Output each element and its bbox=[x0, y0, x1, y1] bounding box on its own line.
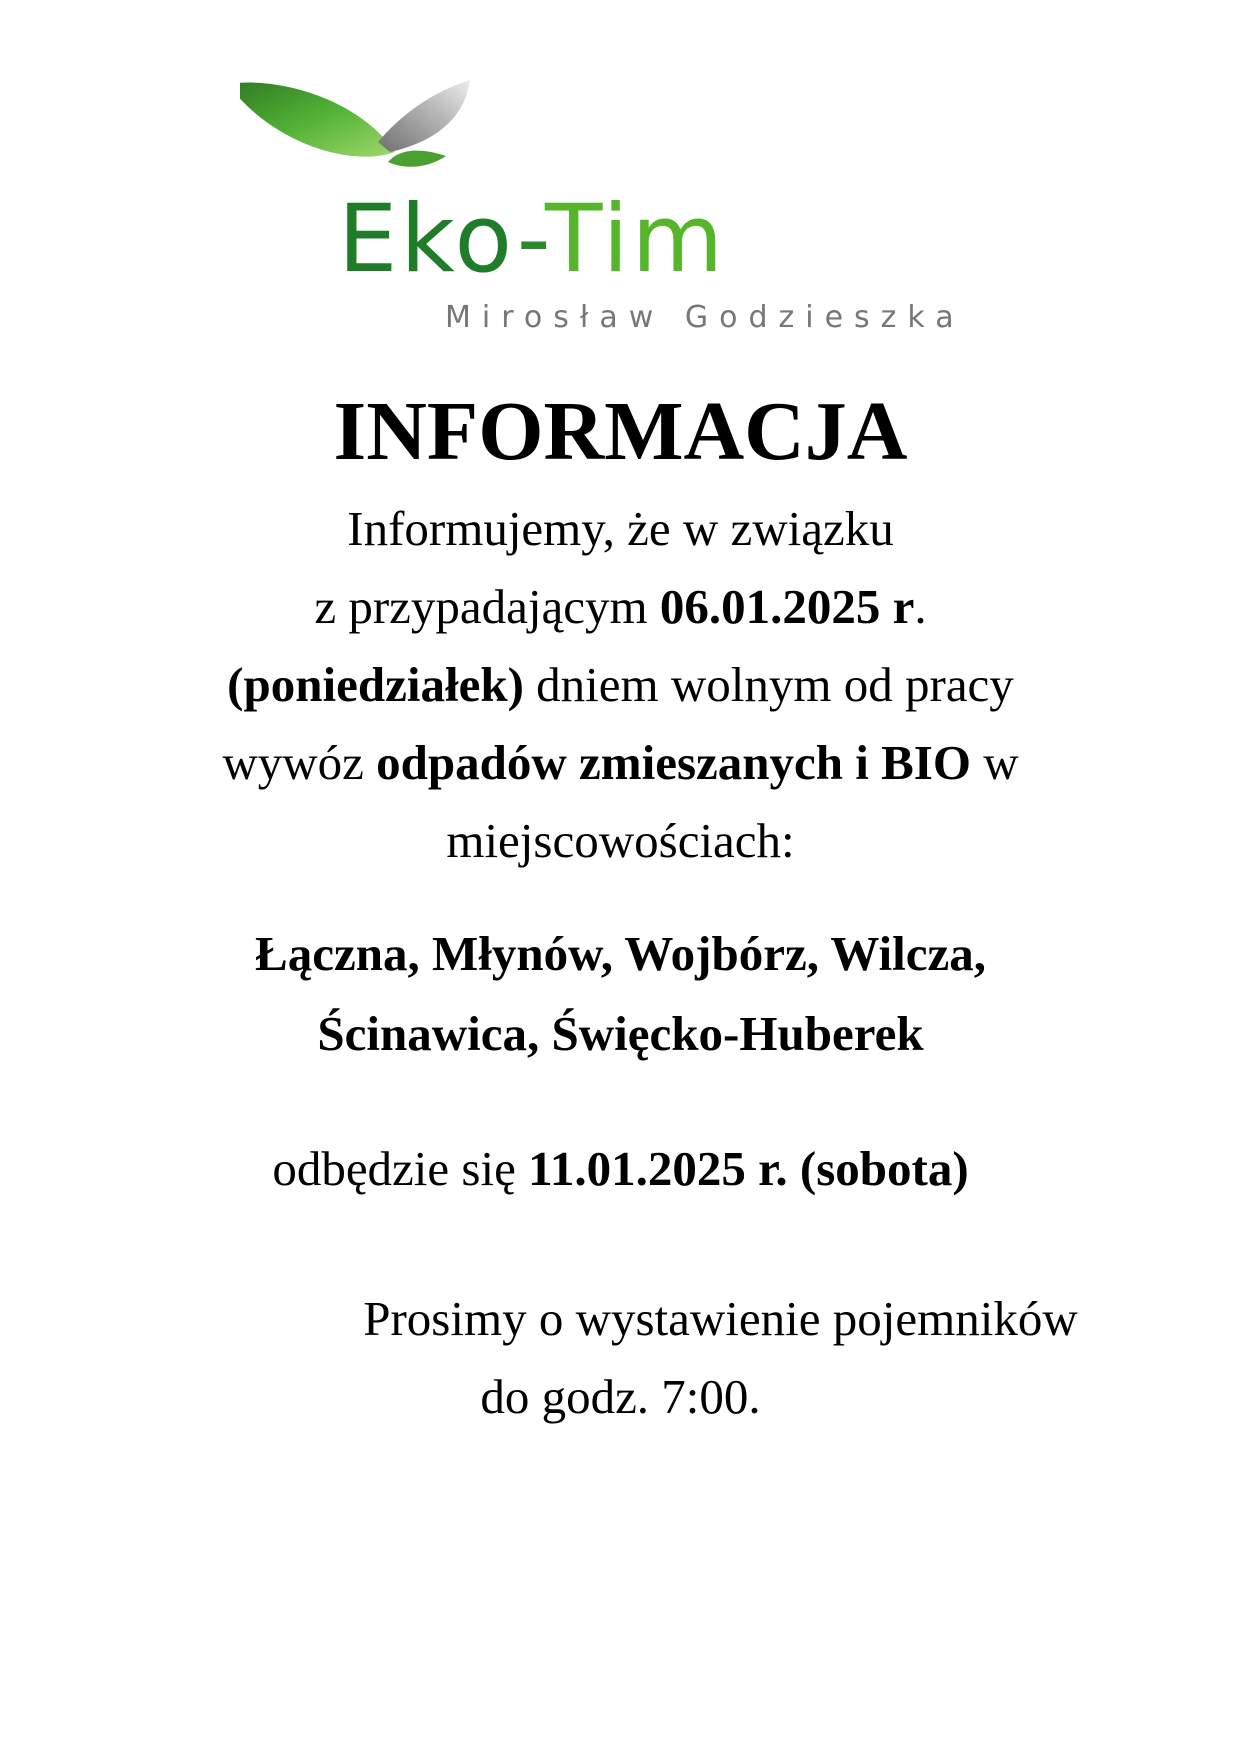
notice-title: INFORMACJA bbox=[333, 385, 908, 478]
holiday-weekday: (poniedziałek) bbox=[227, 657, 524, 712]
line-4-end: w bbox=[971, 735, 1019, 790]
new-date-text: odbędzie się bbox=[272, 1141, 529, 1196]
line-2-text: z przypadającym bbox=[314, 579, 660, 634]
line-4-text: wywóz bbox=[222, 735, 377, 790]
brand-tim: Tim bbox=[545, 185, 727, 294]
notice-line-2 bbox=[0, 568, 1241, 646]
brand-dash: - bbox=[516, 185, 546, 294]
eko-tim-logo bbox=[240, 80, 1000, 340]
notice-line-3 bbox=[0, 646, 1241, 724]
request-line-1: Prosimy o wystawienie pojemników bbox=[363, 1291, 1078, 1346]
notice-line-1: Informujemy, że w związku bbox=[347, 501, 894, 556]
line-2-end: . bbox=[914, 579, 927, 634]
holiday-date: 06.01.2025 r bbox=[659, 579, 915, 634]
brand-eko: Eko bbox=[338, 185, 517, 294]
waste-types: odpadów zmieszanych i BIO bbox=[376, 735, 971, 790]
new-date-line bbox=[0, 1130, 1241, 1208]
towns-line-2: Ścinawica, Święcko-Huberek bbox=[317, 1006, 924, 1061]
towns-line-1: Łączna, Młynów, Wojbórz, Wilcza, bbox=[255, 926, 986, 981]
logo-subtitle: Mirosław Godzieszka bbox=[445, 300, 965, 335]
request-line-2: do godz. 7:00. bbox=[480, 1369, 761, 1424]
new-date: 11.01.2025 r. (sobota) bbox=[528, 1141, 969, 1196]
brand-name bbox=[338, 185, 727, 294]
notice-line-5: miejscowościach: bbox=[446, 813, 795, 868]
notice-line-4 bbox=[0, 724, 1241, 802]
line-3-text: dniem wolnym od pracy bbox=[523, 657, 1014, 712]
